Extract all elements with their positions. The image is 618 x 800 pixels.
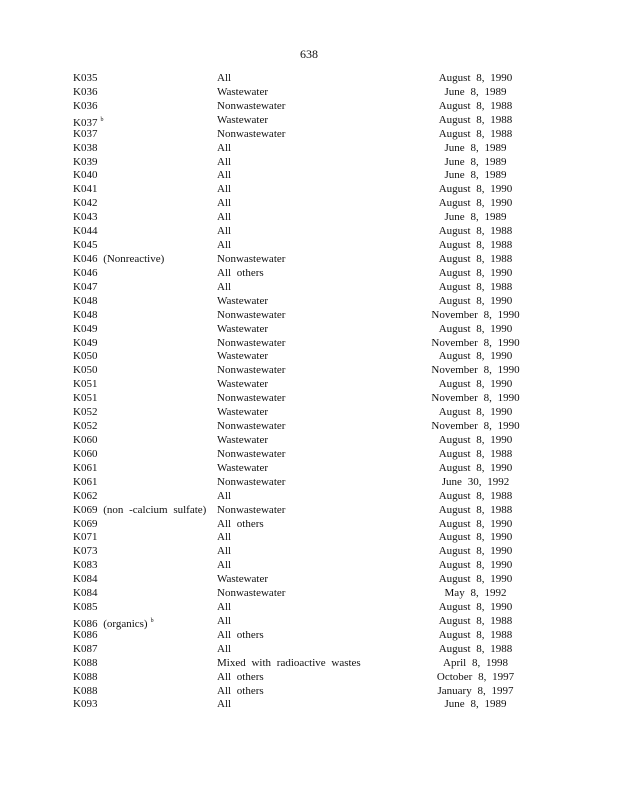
waste-code-text: K069 (non -calcium sulfate)	[73, 503, 207, 516]
table-row	[73, 434, 543, 448]
waste-code-text: K035	[73, 72, 98, 84]
waste-form: Wastewater	[217, 113, 269, 126]
effective-date: June 30, 1992	[441, 475, 510, 488]
effective-date: August 8, 1990	[438, 183, 513, 196]
waste-code-text: K084	[73, 587, 98, 600]
effective-date: August 8, 1990	[438, 545, 513, 558]
effective-date: August 8, 1988	[438, 252, 513, 265]
waste-form: Wastewater	[217, 406, 269, 419]
waste-form: All others	[217, 628, 264, 641]
waste-code-text: K087	[73, 642, 98, 655]
waste-form: All	[217, 489, 232, 502]
effective-date: August 8, 1988	[438, 239, 513, 252]
waste-form: Nonwastewater	[217, 336, 286, 349]
waste-code	[73, 309, 97, 323]
table-row	[73, 518, 543, 532]
waste-code-text: K050	[73, 350, 98, 363]
waste-code-text: K062	[73, 489, 98, 502]
effective-date: August 8, 1988	[438, 628, 513, 641]
effective-date: August 8, 1990	[438, 378, 513, 391]
table-row	[73, 114, 543, 128]
effective-date: August 8, 1990	[438, 461, 513, 474]
waste-form: Wastewater	[217, 322, 269, 335]
effective-date: November 8, 1990	[431, 392, 520, 405]
waste-code	[73, 169, 97, 183]
effective-date: November 8, 1990	[431, 364, 520, 377]
table-row	[73, 531, 543, 545]
table-row	[73, 309, 543, 323]
waste-form: All	[217, 211, 232, 224]
table-row	[73, 281, 543, 295]
waste-code-text: K038	[73, 141, 98, 154]
waste-code	[73, 337, 97, 351]
waste-code-text: K042	[73, 197, 98, 210]
waste-form: Wastewater	[217, 461, 269, 474]
waste-form: All	[217, 545, 232, 558]
waste-form: Nonwastewater	[217, 503, 286, 516]
table-row	[73, 197, 543, 211]
table-row	[73, 100, 543, 114]
effective-date: August 8, 1990	[438, 72, 513, 84]
waste-code-text: K049	[73, 336, 98, 349]
waste-code	[73, 518, 97, 532]
waste-code	[73, 267, 97, 281]
waste-code	[73, 211, 97, 225]
waste-code-text: K047	[73, 280, 98, 293]
waste-code-text: K084	[73, 573, 98, 586]
waste-code	[73, 490, 97, 504]
schedule-table	[73, 72, 543, 712]
waste-code	[73, 392, 97, 406]
waste-code-text: K060	[73, 433, 98, 446]
table-row	[73, 253, 543, 267]
waste-code	[73, 462, 97, 476]
waste-code	[73, 601, 97, 615]
waste-form: Nonwastewater	[217, 475, 286, 488]
waste-code-text: K069	[73, 517, 98, 530]
table-row	[73, 601, 543, 615]
waste-form: Nonwastewater	[217, 392, 286, 405]
waste-code	[73, 629, 97, 643]
waste-code-text: K061	[73, 475, 98, 488]
table-row	[73, 378, 543, 392]
waste-code-text: K052	[73, 420, 98, 433]
effective-date: August 8, 1990	[438, 601, 513, 614]
table-row	[73, 420, 543, 434]
effective-date: June 8, 1989	[444, 169, 507, 182]
waste-code-text: K046	[73, 266, 98, 279]
table-row	[73, 698, 543, 712]
table-row	[73, 462, 543, 476]
effective-date: April 8, 1998	[443, 656, 508, 669]
effective-date: August 8, 1990	[438, 573, 513, 586]
waste-code-text: K045	[73, 239, 98, 252]
waste-form: All	[217, 559, 232, 572]
waste-form: All others	[217, 517, 264, 530]
waste-code-text: K093	[73, 698, 98, 711]
waste-code-text: K041	[73, 183, 98, 196]
waste-form: Nonwastewater	[217, 587, 286, 600]
table-row	[73, 72, 543, 86]
waste-code-text: K088	[73, 670, 98, 683]
waste-code	[73, 225, 97, 239]
waste-code	[73, 434, 97, 448]
waste-code	[73, 545, 97, 559]
effective-date: October 8, 1997	[436, 670, 515, 683]
waste-code-text: K037	[73, 116, 98, 129]
effective-date: August 8, 1988	[438, 113, 513, 126]
waste-form: Mixed with radioactive wastes	[217, 656, 361, 669]
waste-form: Wastewater	[217, 294, 269, 307]
effective-date: May 8, 1992	[444, 587, 507, 600]
waste-form: All	[217, 642, 232, 655]
waste-code-text: K037	[73, 127, 98, 140]
waste-form: All	[217, 601, 232, 614]
waste-form: All	[217, 141, 232, 154]
waste-code-text: K051	[73, 378, 98, 391]
waste-code	[73, 685, 97, 699]
table-row	[73, 643, 543, 657]
waste-form: Wastewater	[217, 433, 269, 446]
waste-form: All	[217, 225, 232, 238]
waste-code	[73, 100, 97, 114]
table-row	[73, 156, 543, 170]
table-row	[73, 183, 543, 197]
effective-date: August 8, 1988	[438, 503, 513, 516]
waste-code-text: K051	[73, 392, 98, 405]
waste-form: All	[217, 183, 232, 196]
waste-form: All	[217, 698, 232, 711]
effective-date: August 8, 1990	[438, 559, 513, 572]
effective-date: June 8, 1989	[444, 698, 507, 711]
table-row	[73, 392, 543, 406]
waste-form: Nonwastewater	[217, 420, 286, 433]
effective-date: August 8, 1988	[438, 99, 513, 112]
waste-form: Wastewater	[217, 378, 269, 391]
waste-code	[73, 197, 97, 211]
waste-code	[73, 253, 164, 267]
waste-code	[73, 156, 97, 170]
effective-date: August 8, 1990	[438, 266, 513, 279]
waste-code-text: K043	[73, 211, 98, 224]
table-row	[73, 86, 543, 100]
waste-code	[73, 671, 97, 685]
footnote-marker: b	[100, 116, 104, 123]
waste-code-text: K040	[73, 169, 98, 182]
waste-form: Nonwastewater	[217, 364, 286, 377]
table-row	[73, 573, 543, 587]
effective-date: August 8, 1988	[438, 127, 513, 140]
waste-code	[73, 643, 97, 657]
effective-date: August 8, 1988	[438, 614, 513, 627]
waste-code-text: K048	[73, 308, 98, 321]
table-row	[73, 323, 543, 337]
waste-code-text: K071	[73, 531, 98, 544]
table-row	[73, 295, 543, 309]
waste-code-text: K049	[73, 322, 98, 335]
table-row	[73, 406, 543, 420]
effective-date: August 8, 1990	[438, 322, 513, 335]
waste-code	[73, 504, 206, 518]
waste-code	[73, 573, 97, 587]
waste-code-text: K088	[73, 656, 98, 669]
effective-date: June 8, 1989	[444, 155, 507, 168]
waste-code	[73, 531, 97, 545]
table-row	[73, 364, 543, 378]
effective-date: August 8, 1990	[438, 433, 513, 446]
effective-date: August 8, 1988	[438, 489, 513, 502]
waste-form: Nonwastewater	[217, 447, 286, 460]
waste-form: All others	[217, 670, 264, 683]
waste-form: All	[217, 614, 232, 627]
effective-date: November 8, 1990	[431, 420, 520, 433]
waste-code-text: K036	[73, 85, 98, 98]
effective-date: August 8, 1988	[438, 447, 513, 460]
footnote-marker: b	[150, 617, 154, 624]
waste-form: Wastewater	[217, 573, 269, 586]
waste-code-text: K044	[73, 225, 98, 238]
effective-date: August 8, 1990	[438, 350, 513, 363]
effective-date: August 8, 1990	[438, 294, 513, 307]
waste-code-text: K046 (Nonreactive)	[73, 252, 165, 265]
table-row	[73, 657, 543, 671]
waste-code	[73, 559, 97, 573]
table-row	[73, 448, 543, 462]
waste-code	[73, 406, 97, 420]
table-row	[73, 615, 543, 629]
waste-form: All	[217, 72, 232, 84]
effective-date: January 8, 1997	[437, 684, 514, 697]
effective-date: November 8, 1990	[431, 336, 520, 349]
waste-form: Nonwastewater	[217, 308, 286, 321]
waste-code-text: K073	[73, 545, 98, 558]
table-row	[73, 267, 543, 281]
waste-code	[73, 239, 97, 253]
waste-form: Nonwastewater	[217, 99, 286, 112]
waste-code	[73, 350, 97, 364]
table-row	[73, 490, 543, 504]
waste-code	[73, 476, 97, 490]
waste-code-text: K083	[73, 559, 98, 572]
waste-code-text: K060	[73, 447, 98, 460]
waste-code-text: K048	[73, 294, 98, 307]
effective-date: June 8, 1989	[444, 85, 507, 98]
effective-date: November 8, 1990	[431, 308, 520, 321]
waste-code-text: K085	[73, 601, 98, 614]
effective-date: August 8, 1988	[438, 280, 513, 293]
waste-code	[73, 378, 97, 392]
waste-code	[73, 72, 97, 86]
effective-date: August 8, 1990	[438, 197, 513, 210]
table-row	[73, 476, 543, 490]
table-row	[73, 671, 543, 685]
waste-form: All others	[217, 684, 264, 697]
waste-form: All others	[217, 266, 264, 279]
waste-code	[73, 587, 97, 601]
waste-code-text: K088	[73, 684, 98, 697]
effective-date: August 8, 1988	[438, 225, 513, 238]
table-row	[73, 587, 543, 601]
table-row	[73, 225, 543, 239]
effective-date: June 8, 1989	[444, 141, 507, 154]
effective-date: June 8, 1989	[444, 211, 507, 224]
waste-code	[73, 86, 97, 100]
waste-code	[73, 295, 97, 309]
waste-code	[73, 657, 97, 671]
table-row	[73, 211, 543, 225]
waste-form: All	[217, 169, 232, 182]
waste-code	[73, 323, 97, 337]
waste-form: Wastewater	[217, 85, 269, 98]
waste-code	[73, 128, 97, 142]
waste-code-text: K050	[73, 364, 98, 377]
waste-code-text: K036	[73, 99, 98, 112]
waste-form: All	[217, 280, 232, 293]
waste-code	[73, 142, 97, 156]
effective-date: August 8, 1988	[438, 642, 513, 655]
waste-form: All	[217, 197, 232, 210]
waste-code-text: K039	[73, 155, 98, 168]
effective-date: August 8, 1990	[438, 406, 513, 419]
waste-code	[73, 364, 97, 378]
waste-code	[73, 448, 97, 462]
waste-code	[73, 420, 97, 434]
table-row	[73, 559, 543, 573]
waste-code	[73, 281, 97, 295]
waste-form: Nonwastewater	[217, 252, 286, 265]
table-row	[73, 239, 543, 253]
waste-form: Nonwastewater	[217, 127, 286, 140]
table-row	[73, 685, 543, 699]
waste-code-text: K086	[73, 628, 98, 641]
waste-code	[73, 183, 97, 197]
waste-form: All	[217, 531, 232, 544]
table-row	[73, 629, 543, 643]
effective-date: August 8, 1990	[438, 531, 513, 544]
table-row	[73, 128, 543, 142]
table-row	[73, 169, 543, 183]
waste-code-text: K086 (organics)	[73, 617, 148, 630]
waste-form: Wastewater	[217, 350, 269, 363]
effective-date: August 8, 1990	[438, 517, 513, 530]
table-row	[73, 504, 543, 518]
page-number: 638	[300, 47, 318, 61]
waste-code-text: K061	[73, 461, 98, 474]
waste-form: All	[217, 155, 232, 168]
table-row	[73, 337, 543, 351]
waste-form: All	[217, 239, 232, 252]
table-row	[73, 545, 543, 559]
table-row	[73, 142, 543, 156]
table-row	[73, 350, 543, 364]
waste-code	[73, 698, 97, 712]
waste-code-text: K052	[73, 406, 98, 419]
